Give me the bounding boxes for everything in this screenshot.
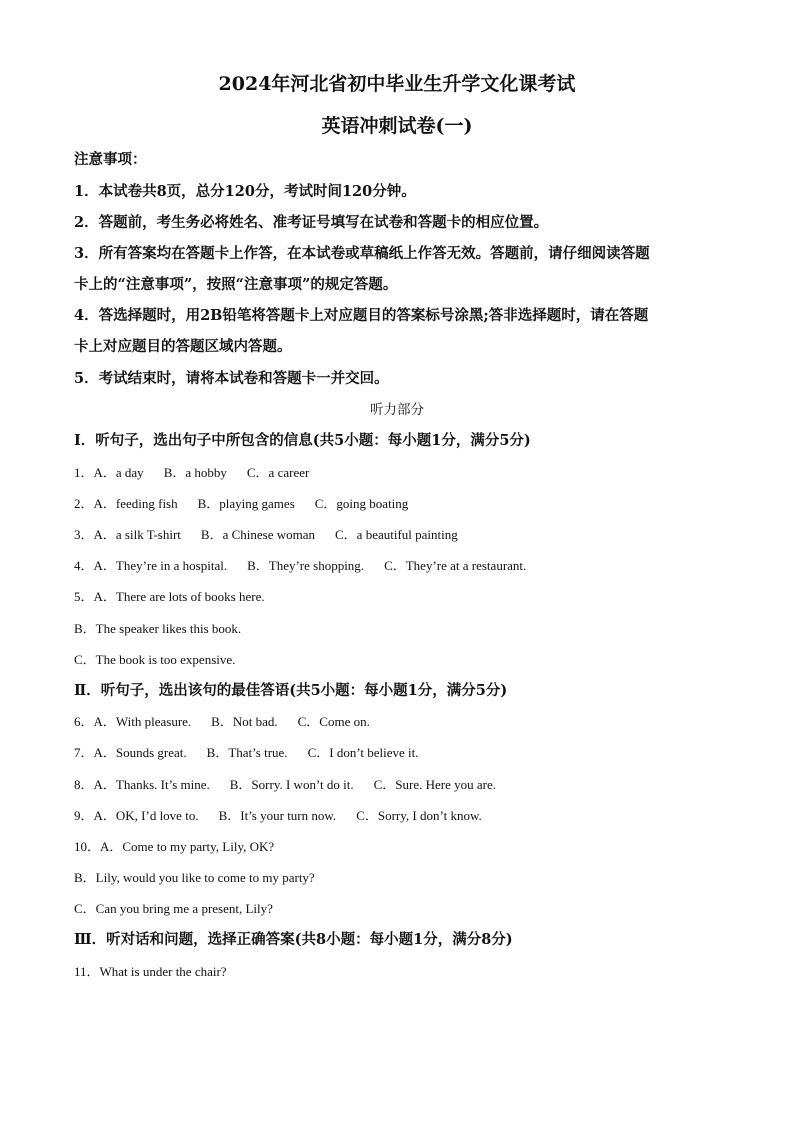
option: C．Sorry, I don’t know. (356, 808, 482, 823)
part2-heading: Ⅱ．听句子，选出该句的最佳答语(共5小题：每小题1分，满分5分) (74, 682, 508, 699)
question-2 (74, 495, 408, 513)
part1-heading: Ⅰ．听句子，选出句子中所包含的信息(共5小题：每小题1分，满分5分) (74, 432, 531, 449)
note-item: 2．答题前，考生务必将姓名、准考证号填写在试卷和答题卡的相应位置。 (74, 214, 549, 231)
option: 7．A．Sounds great. (74, 745, 187, 760)
question-8 (74, 776, 496, 794)
option: 9．A．OK, I’d love to. (74, 808, 199, 823)
option: C．Come on. (297, 714, 370, 729)
option: 4．A．They’re in a hospital. (74, 558, 228, 573)
option: B．They’re shopping. (247, 558, 365, 573)
question-3 (74, 526, 458, 544)
option: C．They’re at a restaurant. (384, 558, 527, 573)
exam-subtitle: 英语冲刺试卷(一) (321, 115, 473, 137)
question-11: 11．What is under the chair? (74, 964, 227, 979)
question-5-option-c: C．The book is too expensive. (74, 652, 236, 667)
note-item: 1．本试卷共8页，总分120分，考试时间120分钟。 (74, 183, 416, 200)
option: 3．A．a silk T-shirt (74, 527, 181, 542)
option: C．going boating (314, 496, 409, 511)
note-item: 卡上对应题目的答题区域内答题。 (74, 338, 292, 355)
section-heading: 听力部分 (370, 402, 424, 418)
note-item: 3．所有答案均在答题卡上作答，在本试卷或草稿纸上作答无效。答题前，请仔细阅读答题 (74, 245, 650, 262)
question-9 (74, 807, 482, 825)
part3-heading: Ⅲ．听对话和问题，选择正确答案(共8小题：每小题1分，满分8分) (74, 931, 513, 948)
option: 2．A．feeding fish (74, 496, 178, 511)
option: C．Sure. Here you are. (373, 777, 497, 792)
option: 6．A．With pleasure. (74, 714, 192, 729)
option: 8．A．Thanks. It’s mine. (74, 777, 210, 792)
option: C．a beautiful painting (335, 527, 458, 542)
question-4 (74, 557, 526, 575)
question-10-option-b: B．Lily, would you like to come to my party? (74, 870, 315, 885)
question-1 (74, 464, 309, 482)
option: B．a hobby (163, 465, 227, 480)
option: C．I don’t believe it. (307, 745, 419, 760)
option: B．It’s your turn now. (218, 808, 337, 823)
question-5-option-a: 5．A．There are lots of books here. (74, 589, 265, 604)
note-item: 卡上的“注意事项”，按照“注意事项”的规定答题。 (74, 276, 398, 293)
option: C．a career (246, 465, 310, 480)
question-10-option-a: 10．A．Come to my party, Lily, OK? (74, 839, 275, 854)
option: B．playing games (197, 496, 295, 511)
question-7 (74, 744, 419, 762)
question-6 (74, 713, 370, 731)
option: B．Not bad. (211, 714, 278, 729)
notes-heading: 注意事项： (74, 151, 147, 168)
note-item: 4．答选择题时，用2B铅笔将答题卡上对应题目的答案标号涂黑;答非选择题时，请在答题 (74, 307, 649, 324)
option: B．a Chinese woman (200, 527, 315, 542)
option: B．That’s true. (206, 745, 288, 760)
option: 1．A．a day (74, 465, 144, 480)
question-10-option-c: C．Can you bring me a present, Lily? (74, 901, 273, 916)
option: B．Sorry. I won’t do it. (229, 777, 354, 792)
question-5-option-b: B．The speaker likes this book. (74, 621, 242, 636)
note-item: 5．考试结束时，请将本试卷和答题卡一并交回。 (74, 370, 389, 387)
exam-title: 2024年河北省初中毕业生升学文化课考试 (218, 73, 576, 95)
